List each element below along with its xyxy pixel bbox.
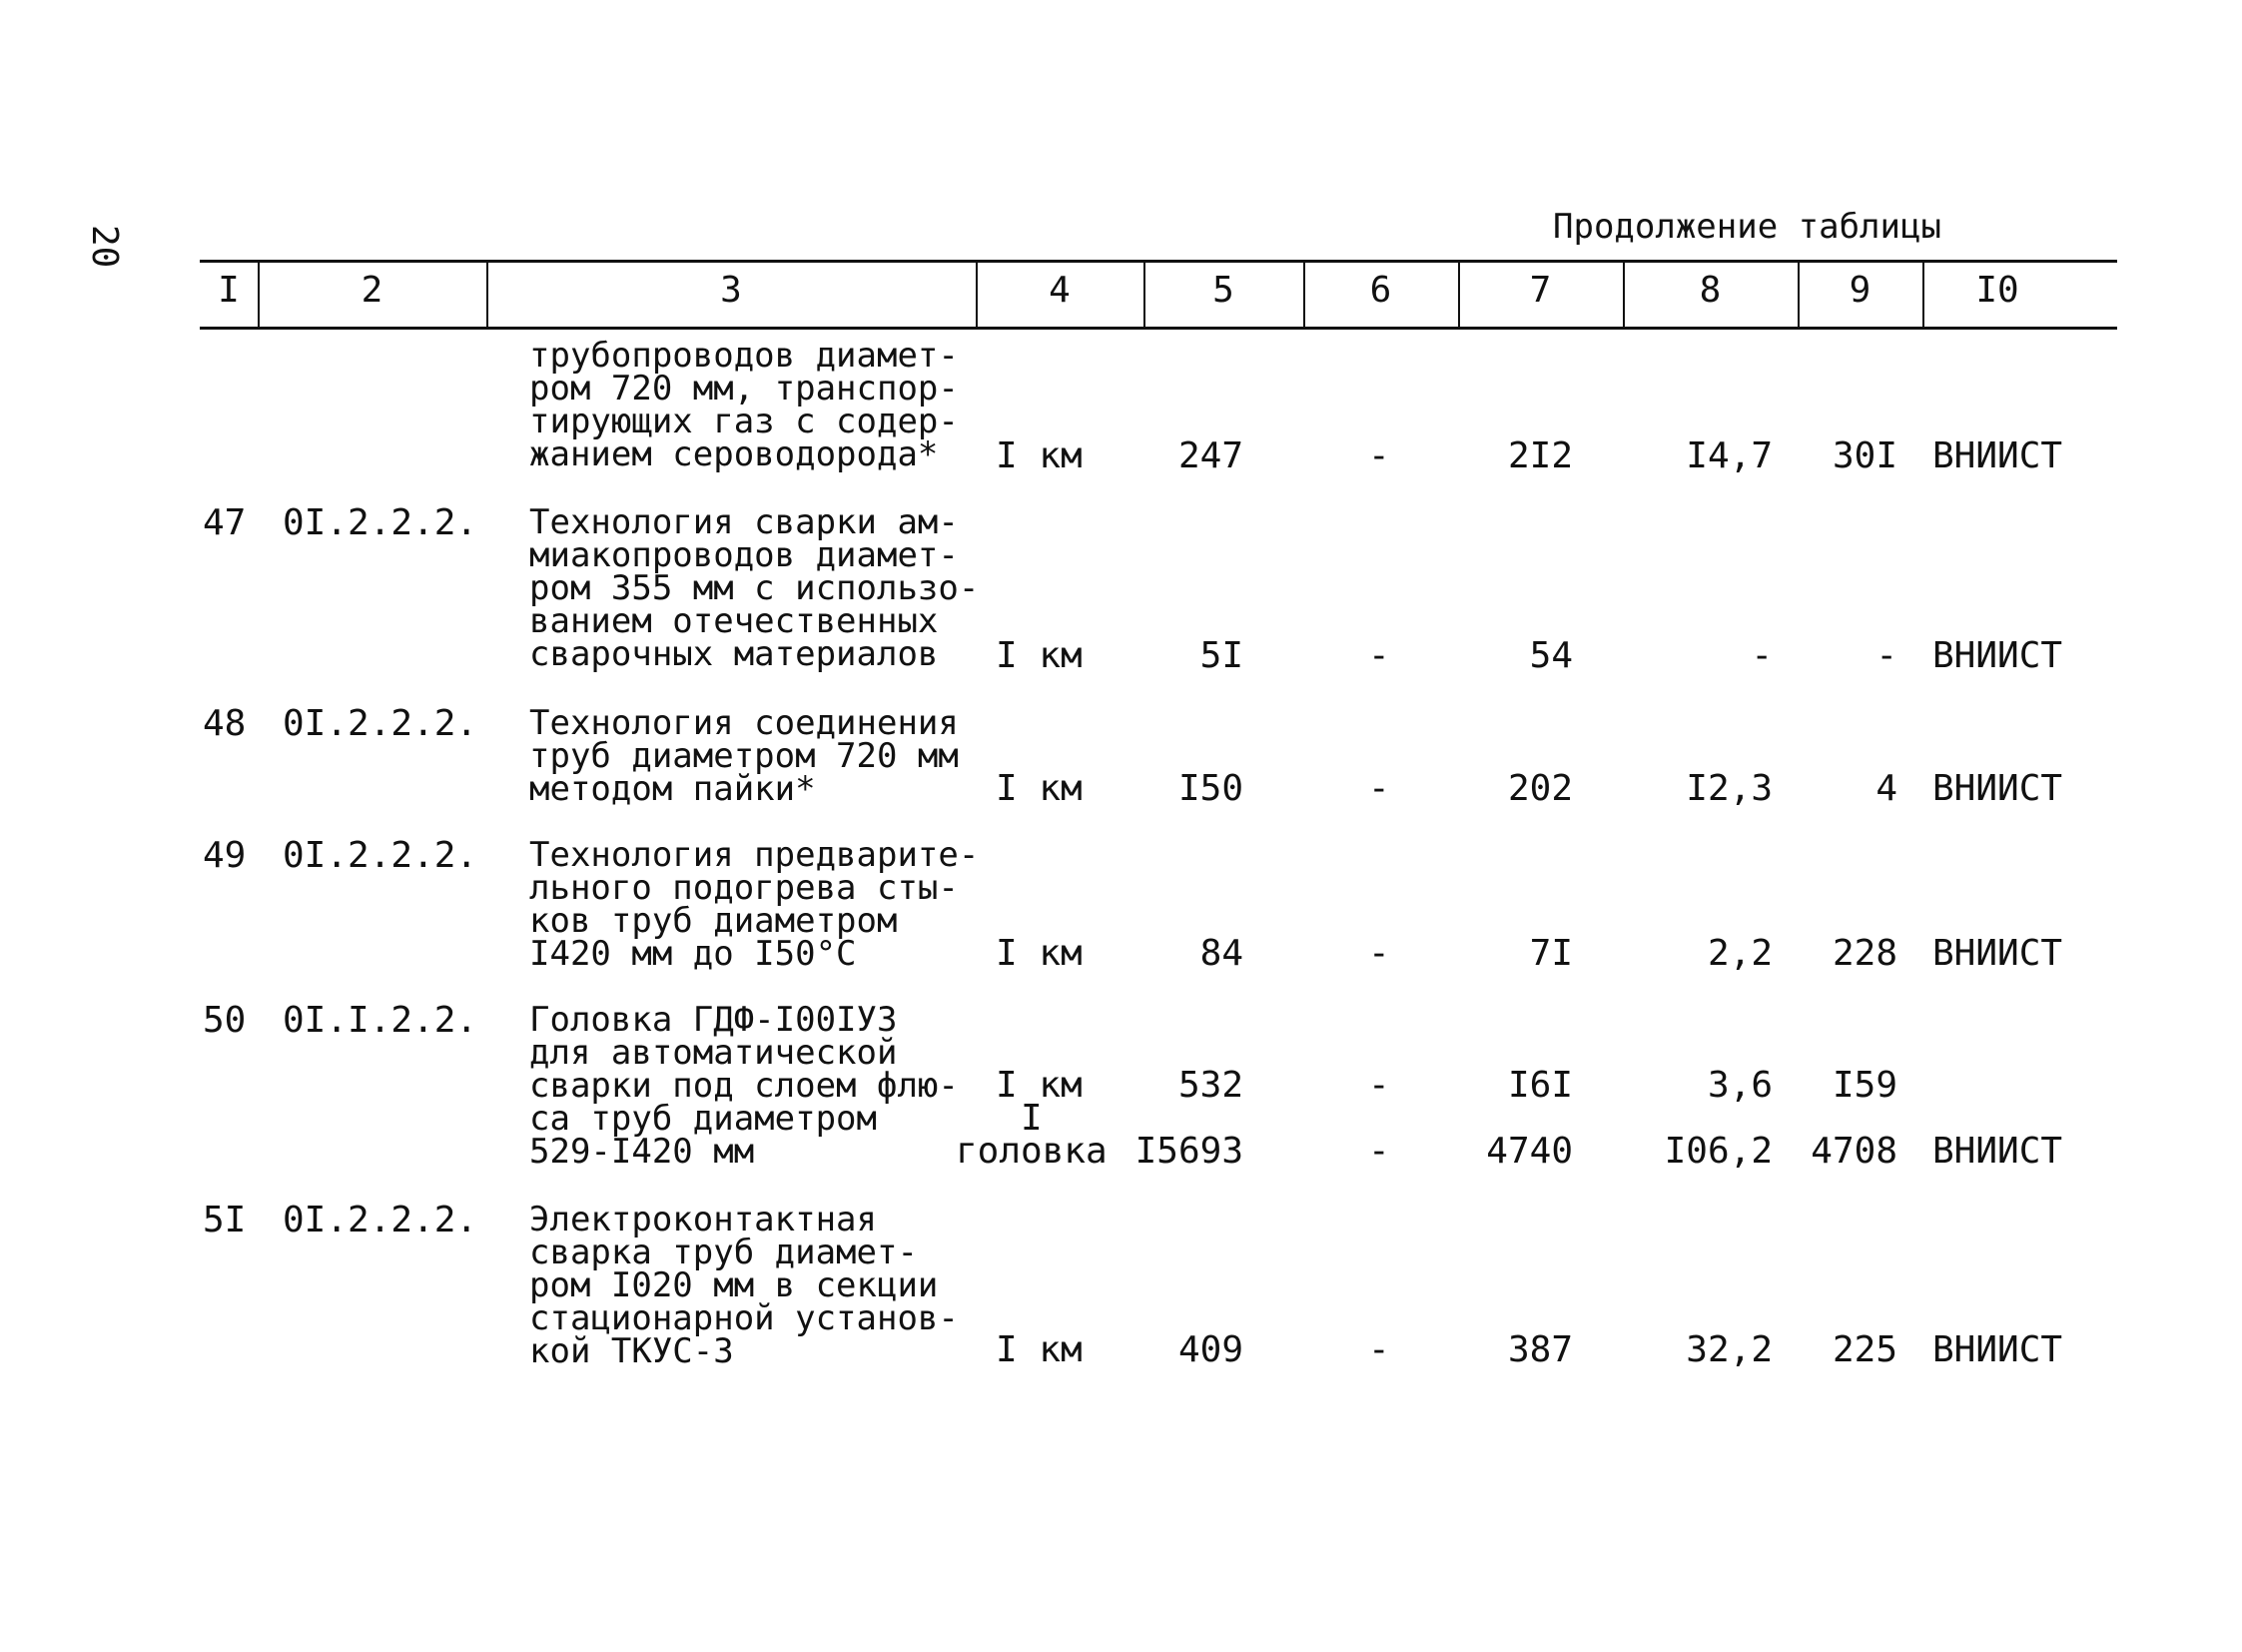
row-col6: - [1368, 635, 1390, 676]
row-col5: 532 [1177, 1065, 1243, 1106]
row-col8: 2,2 [1707, 933, 1773, 974]
row-description-line: ром 720 мм, транспор- [529, 369, 959, 409]
table-caption: Продолжение таблицы [1553, 207, 1941, 247]
row-description-line: ков труб диаметром [529, 901, 898, 941]
row-description-line: Технология предварите- [529, 835, 980, 875]
row-description-line: Электроконтактная [529, 1200, 877, 1239]
row-description-line: труб диаметром 720 мм [529, 736, 959, 776]
row-number: 5I [203, 1200, 247, 1240]
header-cell-3: 3 [720, 270, 742, 311]
row-col10-sub: ВНИИСТ [1932, 1131, 2063, 1172]
row-code: 0I.2.2.2. [283, 835, 478, 876]
row-col8: 3,6 [1707, 1065, 1773, 1106]
row-col10: ВНИИСТ [1932, 1329, 2063, 1370]
row-code: 0I.I.2.2. [283, 1000, 478, 1041]
row-col8: - [1751, 635, 1773, 676]
row-description-line: миакопроводов диамет- [529, 535, 959, 575]
row-description-line: льного подогрева сты- [529, 868, 959, 908]
row-description-line: ром 355 мм с использо- [529, 568, 980, 608]
row-col8: I2,3 [1686, 768, 1773, 809]
row-unit: I км [996, 933, 1083, 974]
row-code: 0I.2.2.2. [283, 502, 478, 543]
row-col6: - [1368, 933, 1390, 974]
row-description-line: сварочных материалов [529, 634, 939, 674]
row-unit-sub: I [1021, 1098, 1043, 1139]
row-number: 47 [203, 502, 247, 543]
row-col6: - [1368, 1329, 1390, 1370]
row-description-line: ванием отечественных [529, 601, 939, 641]
row-col6: - [1368, 1065, 1390, 1106]
header-cell-5: 5 [1212, 270, 1234, 311]
header-cell-10: I0 [1975, 270, 2019, 311]
row-col6-sub: - [1368, 1131, 1390, 1172]
row-col9: I59 [1832, 1065, 1897, 1106]
row-number: 50 [203, 1000, 247, 1041]
row-col10: ВНИИСТ [1932, 635, 2063, 676]
row-col8: I4,7 [1686, 435, 1773, 476]
row-col9: 4 [1875, 768, 1897, 809]
row-unit: I км [996, 1329, 1083, 1370]
header-cell-9: 9 [1849, 270, 1871, 311]
header-cell-8: 8 [1699, 270, 1722, 311]
row-col8: 32,2 [1686, 1329, 1773, 1370]
row-col8-sub: I06,2 [1664, 1131, 1773, 1172]
header-cell-7: 7 [1529, 270, 1552, 311]
row-unit-sub: головка [956, 1131, 1108, 1172]
row-col9: - [1875, 635, 1897, 676]
row-description-line: трубопроводов диамет- [529, 336, 959, 376]
row-col9: 30I [1832, 435, 1897, 476]
row-unit: I км [996, 1065, 1083, 1106]
row-description-line: Головка ГДФ-I00IУЗ [529, 1000, 898, 1040]
row-col7: 7I [1529, 933, 1573, 974]
row-description-line: ром I020 мм в секции [529, 1265, 939, 1305]
row-description-line: I420 мм до I50°С [529, 934, 857, 974]
row-col7: 2I2 [1507, 435, 1573, 476]
row-col5: 84 [1199, 933, 1243, 974]
row-description-line: кой ТКУС-3 [529, 1331, 734, 1371]
row-col7: I6I [1507, 1065, 1573, 1106]
header-cell-2: 2 [361, 270, 383, 311]
row-description-line: са труб диаметром [529, 1099, 877, 1139]
header-cell-4: 4 [1049, 270, 1071, 311]
row-code: 0I.2.2.2. [283, 703, 478, 744]
page-number: 20 [84, 225, 125, 269]
row-col7: 202 [1507, 768, 1573, 809]
row-description-line: 529-I420 мм [529, 1132, 755, 1172]
row-col9: 228 [1832, 933, 1897, 974]
row-description-line: методом пайки* [529, 769, 816, 809]
row-number: 49 [203, 835, 247, 876]
row-col7-sub: 4740 [1486, 1131, 1573, 1172]
row-unit: I км [996, 435, 1083, 476]
row-col5-sub: I5693 [1134, 1131, 1243, 1172]
row-description-line: Технология сварки ам- [529, 502, 959, 542]
row-code: 0I.2.2.2. [283, 1200, 478, 1240]
row-col6: - [1368, 435, 1390, 476]
header-cell-1: I [218, 270, 240, 311]
row-col10: ВНИИСТ [1932, 435, 2063, 476]
row-description-line: стационарной установ- [529, 1298, 959, 1338]
row-col9-sub: 4708 [1811, 1131, 1897, 1172]
row-description-line: сварки под слоем флю- [529, 1066, 959, 1106]
row-description-line: для автоматической [529, 1033, 898, 1073]
row-col5: 5I [1199, 635, 1243, 676]
row-description-line: Технология соединения [529, 703, 959, 743]
row-col9: 225 [1832, 1329, 1897, 1370]
row-col10: ВНИИСТ [1932, 768, 2063, 809]
row-col7: 54 [1529, 635, 1573, 676]
row-unit: I км [996, 635, 1083, 676]
row-description-line: жанием сероводорода* [529, 434, 939, 474]
row-col6: - [1368, 768, 1390, 809]
row-col7: 387 [1507, 1329, 1573, 1370]
row-description-line: тирующих газ с содер- [529, 402, 959, 441]
row-col10: ВНИИСТ [1932, 933, 2063, 974]
row-unit: I км [996, 768, 1083, 809]
row-col5: I50 [1177, 768, 1243, 809]
row-description-line: сварка труб диамет- [529, 1233, 918, 1272]
header-cell-6: 6 [1369, 270, 1392, 311]
row-number: 48 [203, 703, 247, 744]
row-col5: 409 [1177, 1329, 1243, 1370]
row-col5: 247 [1177, 435, 1243, 476]
